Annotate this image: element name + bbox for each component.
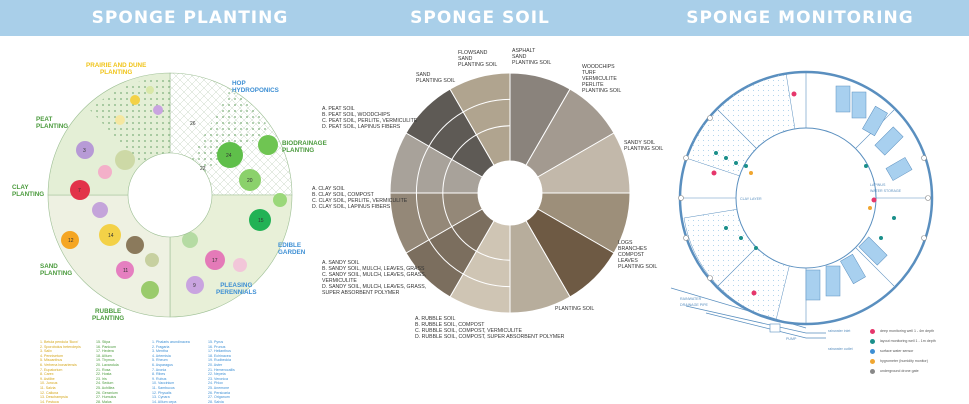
monitoring-legend-label: surface water sensor: [880, 349, 914, 353]
pump: [770, 324, 780, 332]
lapinus-label: LAPINUS WATER STORAGE: [870, 183, 902, 193]
soil-label-clay: A. CLAY SOIL B. CLAY SOIL, COMPOST C. CLAY SOIL, PERLITE, VERMICULITE D. CLAY SOIL, LAPINUS FIBERS: [312, 186, 408, 210]
legend-item: 23. Veronica: [208, 376, 228, 381]
legend-item: 28. Salvia: [208, 399, 224, 404]
legend-item: 7. Eupatorium: [40, 367, 63, 372]
legend-item: 18. Allium: [96, 353, 112, 358]
legend-col-4: [208, 340, 260, 404]
soil-label-woodchips: WOODCHIPS TURF VERMICULITE PERLITE PLANTING SOIL: [582, 64, 622, 94]
legend-item: 5. Rheum: [152, 358, 168, 363]
legend-item: 25. Anemone: [208, 385, 230, 390]
group-biodrainage: BIODRAINAGE PLANTING: [282, 140, 327, 154]
soil-label-sandy-mix: A. SANDY SOIL B. SANDY SOIL, MULCH, LEAVES, GRASS C. SANDY SOIL, MULCH, LEAVES, GRASS, VERMICULITE D. SANDY SOIL, MULCH, LEAVES, GRASS, SUPER ABSORBENT POLYMER: [322, 260, 427, 296]
group-peat: PEAT PLANTING: [36, 116, 69, 130]
legend-dot-icon: [870, 349, 875, 354]
group-pleasing: PLEASING PERENNIALS: [216, 282, 257, 296]
legend-item: 8. Ribes: [152, 372, 166, 377]
legend-col-1: [40, 340, 92, 404]
group-edible: EDIBLE GARDEN: [278, 242, 306, 256]
legend-item: 17. Helianthus: [208, 349, 231, 354]
legend-item: 26. Persicaria: [208, 390, 230, 395]
legend-item: 19. Rudbeckia: [208, 358, 231, 363]
legend-dot-icon: [870, 359, 875, 364]
legend-item: 11. Salvia: [40, 385, 56, 390]
plant-number: 20: [247, 178, 253, 184]
legend-item: 22. Nepeta: [208, 372, 226, 377]
legend-dot-icon: [870, 369, 875, 374]
legend-item: 24. Phlox: [208, 381, 223, 386]
legend-item: 1. Phalaris arundinacea: [152, 340, 190, 344]
soil-label-rubble: A. RUBBLE SOIL B. RUBBLE SOIL, COMPOST C. RUBBLE SOIL, COMPOST, VERMICULITE D. RUBBLE SOIL, COMPOST, SUPER ABSORBENT POLYMER: [415, 316, 565, 340]
pump-label: PUMP: [786, 337, 797, 341]
rain-outlet-label: rainwater outlet: [828, 347, 853, 351]
monitoring-legend-item: [870, 356, 960, 366]
soil-label-flowsand: FLOWSAND SAND PLANTING SOIL: [458, 50, 498, 68]
monitoring-legend: [870, 326, 960, 376]
legend-item: 16. Panicum: [96, 344, 116, 349]
monitoring-legend-item: [870, 326, 960, 336]
monitoring-legend-label: hygrometer (humidity monitor): [880, 359, 928, 363]
plant-number: 15: [258, 218, 264, 224]
soil-label-sand: SAND PLANTING SOIL: [416, 72, 456, 84]
title-sponge-monitoring: SPONGE MONITORING: [686, 8, 914, 28]
legend-item: 15. Pyrus: [208, 340, 224, 344]
legend-item: 4. Pennisetum: [40, 353, 63, 358]
legend-item: 14. Festuca: [40, 399, 59, 404]
monitoring-legend-item: [870, 346, 960, 356]
plant-number: 14: [108, 233, 114, 239]
legend-item: 18. Echinacea: [208, 353, 231, 358]
legend-item: 20. Lavandula: [96, 362, 119, 367]
legend-item: 19. Thymus: [96, 358, 115, 363]
group-sand: SAND PLANTING: [40, 263, 73, 277]
planting-diagram: [40, 60, 300, 330]
legend-item: 27. Humulus: [96, 395, 117, 400]
legend-item: 8. Carex: [40, 372, 54, 377]
legend-item: 28. Malus: [96, 399, 112, 404]
soil-label-planting: PLANTING SOIL: [555, 306, 595, 312]
monitoring-legend-item: [870, 336, 960, 346]
legend-item: 17. Hedera: [96, 349, 114, 354]
plant-number: 9: [193, 283, 196, 289]
plant-number: 17: [212, 258, 218, 264]
legend-item: 9. Astilbe: [40, 376, 55, 381]
legend-item: 13. Deschampsia: [40, 395, 68, 400]
plant-legend: [40, 340, 280, 404]
legend-item: 24. Sedum: [96, 381, 114, 386]
legend-item: 10. Juncus: [40, 381, 58, 386]
soil-label-logs: LOGS BRANCHES COMPOST LEAVES PLANTING SOIL: [618, 240, 658, 270]
legend-item: 6. Asparagus: [152, 362, 173, 367]
legend-item: 23. Iris: [96, 376, 107, 381]
legend-item: 2. Fragaria: [152, 344, 170, 349]
plant-number: 11: [123, 268, 129, 274]
title-sponge-soil: SPONGE SOIL: [410, 8, 550, 28]
legend-item: 25. Achillea: [96, 385, 115, 390]
soil-center: [478, 161, 542, 225]
legend-item: 9. Rubus: [152, 376, 167, 381]
legend-item: 3. Mentha: [152, 349, 168, 354]
legend-item: 20. Aster: [208, 362, 223, 367]
legend-item: 12. Calluna: [40, 390, 59, 395]
soil-label-asphalt: ASPHALT SAND PLANTING SOIL: [512, 48, 552, 66]
legend-item: 16. Prunus: [208, 344, 226, 349]
legend-item: 26. Geranium: [96, 390, 118, 395]
group-clay: CLAY PLANTING: [12, 184, 45, 198]
monitoring-legend-label: deep monitoring well 1 - 4m depth: [880, 329, 935, 333]
legend-item: 7. Aronia: [152, 367, 167, 372]
clay-layer-label: CLAY LAYER: [740, 197, 762, 201]
plant-number: 26: [190, 121, 196, 127]
legend-item: 14. Allium cepa: [152, 399, 177, 404]
legend-item: 4. Artemisia: [152, 353, 171, 358]
rainwater-pipe-label: RAINWATER DRAINAGE PIPE: [680, 297, 708, 307]
legend-item: 22. Hosta: [96, 372, 112, 377]
plant-number: 24: [226, 153, 232, 159]
legend-col-3: [152, 340, 204, 404]
title-sponge-planting: SPONGE PLANTING: [91, 8, 289, 28]
legend-item: 13. Cynara: [152, 395, 170, 400]
legend-item: 15. Stipa: [96, 340, 111, 344]
legend-item: 1. Betula pendula 'Buxx': [40, 340, 79, 344]
group-rubble: RUBBLE PLANTING: [92, 308, 125, 322]
legend-item: 11. Sambucus: [152, 385, 175, 390]
legend-item: 6. Verbena bonariensis: [40, 362, 77, 367]
legend-item: 5. Miscanthus: [40, 358, 63, 363]
legend-item: 12. Physalis: [152, 390, 172, 395]
soil-label-sandy: SANDY SOIL PLANTING SOIL: [624, 140, 664, 152]
monitoring-legend-label: layout monitoring well 1 - 1m depth: [880, 339, 936, 343]
monitoring-diagram: [666, 58, 946, 348]
legend-item: 21. Rosa: [96, 367, 111, 372]
legend-item: 21. Hemerocallis: [208, 367, 235, 372]
plant-number: 12: [68, 238, 74, 244]
rain-inlet-label: rainwater inlet: [828, 329, 851, 333]
legend-col-2: [96, 340, 148, 404]
monitoring-legend-label: underground drone gate: [880, 369, 919, 373]
plant-number: 7: [78, 188, 81, 194]
plant-number: 3: [83, 148, 86, 154]
legend-dot-icon: [870, 329, 875, 334]
legend-item: 3. Salix: [40, 349, 52, 354]
legend-dot-icon: [870, 339, 875, 344]
monitoring-legend-item: [870, 366, 960, 376]
legend-item: 2. Sporobolus heterolepis: [40, 344, 81, 349]
legend-item: 10. Vaccinium: [152, 381, 175, 386]
group-prairie: PRAIRIE AND DUNE PLANTING: [86, 62, 147, 76]
soil-label-peat: A. PEAT SOIL B. PEAT SOIL, WOODCHIPS C. PEAT SOIL, PERLITE, VERMICULITE D. PEAT SOIL, LAPINUS FIBERS: [322, 106, 418, 130]
plant-number: 22: [200, 166, 206, 172]
group-hop: HOP HYDROPONICS: [232, 80, 279, 94]
legend-item: 27. Origanum: [208, 395, 230, 400]
